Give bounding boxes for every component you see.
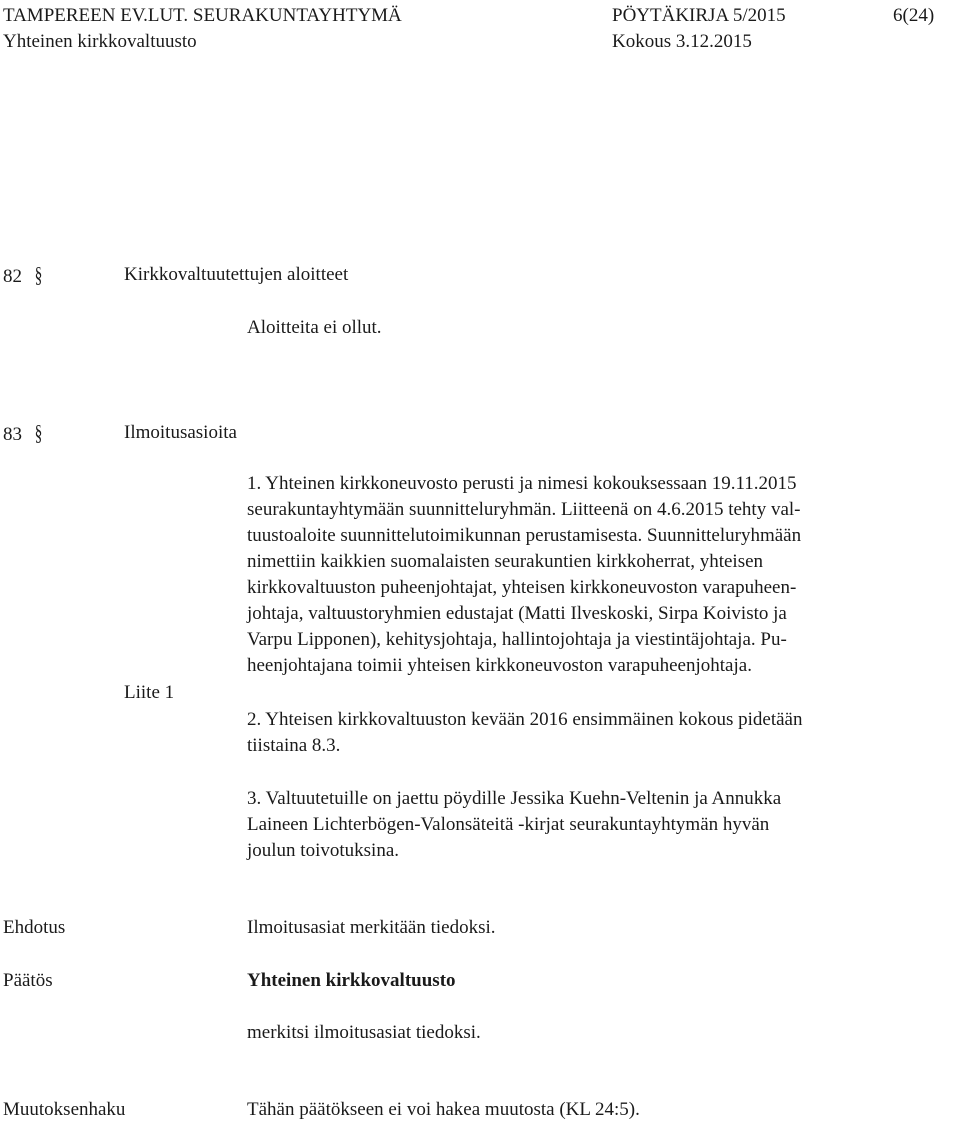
- decision-body: Yhteinen kirkkovaltuusto: [247, 970, 456, 991]
- decision-label: Päätös: [3, 970, 53, 991]
- header-org: TAMPEREEN EV.LUT. SEURAKUNTAYHTYMÄ: [3, 5, 402, 26]
- text-line: Laineen Lichterbögen-Valonsäteitä -kirjat seurakuntayhtymän hyvän: [247, 814, 770, 835]
- section-symbol: §: [34, 262, 43, 287]
- notice-item-1: [247, 471, 927, 679]
- section-number: 83: [3, 424, 22, 445]
- header-body-name: Yhteinen kirkkovaltuusto: [3, 31, 197, 52]
- text-line: tiistaina 8.3.: [247, 735, 341, 756]
- text-line: 1. Yhteinen kirkkoneuvosto perusti ja nimesi kokouksessaan 19.11.2015: [247, 473, 797, 494]
- text-line: nimettiin kaikkien suomalaisten seurakuntien kirkkoherrat, yhteisen: [247, 551, 764, 572]
- section-83-heading: [3, 420, 44, 448]
- text-line: 2. Yhteisen kirkkovaltuuston kevään 2016 ensimmäinen kokous pidetään: [247, 709, 803, 730]
- text-line: kirkkovaltuuston puheenjohtajat, yhteisen kirkkoneuvoston varapuheen-: [247, 577, 797, 598]
- header-page-number: 6(24): [893, 5, 935, 26]
- text-line: johtaja, valtuustoryhmien edustajat (Matti Ilveskoski, Sirpa Koivisto ja: [247, 603, 787, 624]
- decision-text: merkitsi ilmoitusasiat tiedoksi.: [247, 1022, 481, 1043]
- proposal-text: Ilmoitusasiat merkitään tiedoksi.: [247, 917, 496, 938]
- text-line: heenjohtajana toimii yhteisen kirkkoneuvoston varapuheenjohtaja.: [247, 655, 752, 676]
- section-number: 82: [3, 266, 22, 287]
- appeal-text: Tähän päätökseen ei voi hakea muutosta (KL 24:5).: [247, 1099, 640, 1120]
- notice-item-2: [247, 707, 927, 759]
- header-meeting-date: Kokous 3.12.2015: [612, 31, 752, 52]
- text-line: joulun toivotuksina.: [247, 840, 399, 861]
- section-83-title: Ilmoitusasioita: [124, 422, 237, 443]
- section-82-title: Kirkkovaltuutettujen aloitteet: [124, 264, 349, 285]
- text-line: 3. Valtuutetuille on jaettu pöydille Jessika Kuehn-Veltenin ja Annukka: [247, 788, 782, 809]
- proposal-label: Ehdotus: [3, 917, 66, 938]
- notice-item-3: [247, 786, 927, 864]
- attachment-label: Liite 1: [124, 682, 175, 703]
- text-line: Varpu Lipponen), kehitysjohtaja, hallintojohtaja ja viestintäjohtaja. Pu-: [247, 629, 787, 650]
- text-line: tuustoaloite suunnittelutoimikunnan perustamisesta. Suunnitteluryhmään: [247, 525, 802, 546]
- section-82-text: Aloitteita ei ollut.: [247, 317, 382, 338]
- text-line: seurakuntayhtymään suunnitteluryhmän. Liitteenä on 4.6.2015 tehty val-: [247, 499, 801, 520]
- appeal-label: Muutoksenhaku: [3, 1099, 126, 1120]
- section-82-heading: [3, 262, 44, 290]
- section-symbol: §: [34, 420, 43, 445]
- header-doc-type: PÖYTÄKIRJA 5/2015: [612, 5, 786, 26]
